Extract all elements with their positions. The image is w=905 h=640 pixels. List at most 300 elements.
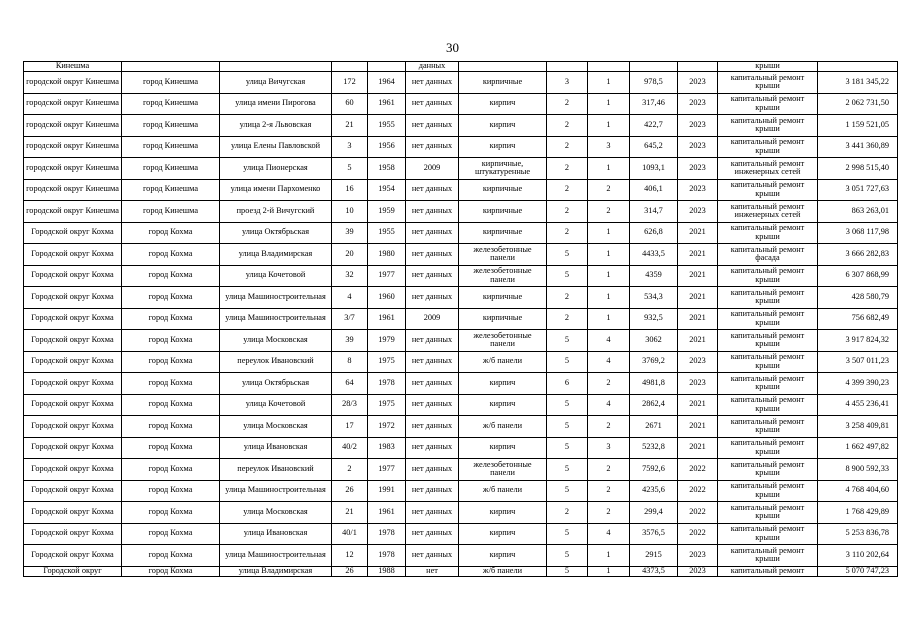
cell-street: проезд 2-й Вичугский: [220, 201, 332, 223]
cell-floors: 2: [547, 158, 588, 180]
cell-street: улица Кочетовой: [220, 394, 332, 416]
cell-year-built: 1978: [368, 373, 406, 395]
cell-house-number: 60: [332, 93, 368, 115]
cell-work-type: капитальный ремонт крыши: [718, 373, 818, 395]
cell-floors: 2: [547, 308, 588, 330]
cell-house-number: 64: [332, 373, 368, 395]
cell-house-number: 39: [332, 222, 368, 244]
cell-municipality: городской округ Кинешма: [24, 136, 122, 158]
cell-floors: 2: [547, 93, 588, 115]
table-row: [24, 523, 898, 545]
table-row-cut: [24, 566, 898, 576]
cell-year-renovated: данных: [406, 62, 459, 72]
cell-entrances: 4: [588, 523, 630, 545]
cell-floors: 2: [547, 287, 588, 309]
cell-work-type: капитальный ремонт крыши: [718, 265, 818, 287]
cell-settlement: город Кинешма: [122, 93, 220, 115]
cell-entrances: 2: [588, 480, 630, 502]
cell-year-renovated: нет данных: [406, 437, 459, 459]
cell-repair-year: 2023: [678, 545, 718, 567]
cell-floors: 5: [547, 566, 588, 576]
cell-settlement: город Кинешма: [122, 136, 220, 158]
table-row: [24, 480, 898, 502]
table-row: [24, 222, 898, 244]
cell-year-renovated: нет данных: [406, 545, 459, 567]
cell-house-number: 26: [332, 566, 368, 576]
cell-street: [220, 62, 332, 72]
cell-cost: 756 682,49: [818, 308, 898, 330]
cell-area: 3769,2: [630, 351, 678, 373]
cell-settlement: город Кохма: [122, 244, 220, 266]
cell-cost: 3 110 202,64: [818, 545, 898, 567]
cell-cost: 428 580,79: [818, 287, 898, 309]
cell-area: 422,7: [630, 115, 678, 137]
cell-settlement: город Кохма: [122, 351, 220, 373]
cell-street: улица Кочетовой: [220, 265, 332, 287]
cell-house-number: 32: [332, 265, 368, 287]
cell-cost: [818, 62, 898, 72]
cell-house-number: 28/3: [332, 394, 368, 416]
cell-floors: 5: [547, 480, 588, 502]
cell-year-renovated: нет данных: [406, 179, 459, 201]
cell-street: улица Московская: [220, 502, 332, 524]
cell-year-renovated: нет данных: [406, 222, 459, 244]
table-row: [24, 265, 898, 287]
cell-street: улица Октябрьская: [220, 222, 332, 244]
cell-house-number: 21: [332, 115, 368, 137]
cell-year-renovated: нет данных: [406, 287, 459, 309]
cell-municipality: Городской округ Кохма: [24, 373, 122, 395]
data-table: [23, 61, 898, 577]
cell-house-number: 16: [332, 179, 368, 201]
cell-area: 4359: [630, 265, 678, 287]
cell-house-number: 20: [332, 244, 368, 266]
cell-area: 317,46: [630, 93, 678, 115]
cell-floors: 2: [547, 222, 588, 244]
cell-repair-year: 2021: [678, 244, 718, 266]
cell-area: 1093,1: [630, 158, 678, 180]
cell-floors: 2: [547, 115, 588, 137]
table-row: [24, 394, 898, 416]
cell-floors: 5: [547, 265, 588, 287]
cell-cost: 3 258 409,81: [818, 416, 898, 438]
cell-year-built: 1964: [368, 72, 406, 94]
cell-year-built: [368, 62, 406, 72]
cell-cost: 5 070 747,23: [818, 566, 898, 576]
cell-street: улица Машиностроительная: [220, 287, 332, 309]
cell-cost: 2 998 515,40: [818, 158, 898, 180]
table-row: [24, 244, 898, 266]
cell-house-number: 2: [332, 459, 368, 481]
cell-area: 314,7: [630, 201, 678, 223]
cell-repair-year: 2023: [678, 373, 718, 395]
cell-settlement: город Кохма: [122, 480, 220, 502]
cell-municipality: городской округ Кинешма: [24, 93, 122, 115]
cell-work-type: капитальный ремонт инженерных сетей: [718, 158, 818, 180]
cell-municipality: городской округ Кинешма: [24, 158, 122, 180]
cell-municipality: Городской округ Кохма: [24, 480, 122, 502]
cell-year-built: 1956: [368, 136, 406, 158]
cell-street: переулок Ивановский: [220, 459, 332, 481]
cell-work-type: капитальный ремонт крыши: [718, 222, 818, 244]
cell-municipality: Городской округ Кохма: [24, 416, 122, 438]
cell-work-type: капитальный ремонт крыши: [718, 545, 818, 567]
cell-house-number: 3: [332, 136, 368, 158]
table-body: [24, 62, 898, 577]
table-row: [24, 416, 898, 438]
cell-work-type: капитальный ремонт крыши: [718, 437, 818, 459]
cell-street: улица Елены Павловской: [220, 136, 332, 158]
cell-street: улица Пионерская: [220, 158, 332, 180]
cell-settlement: город Кохма: [122, 502, 220, 524]
cell-house-number: 10: [332, 201, 368, 223]
cell-settlement: город Кохма: [122, 308, 220, 330]
cell-wall-material: ж/б панели: [459, 351, 547, 373]
cell-area: 7592,6: [630, 459, 678, 481]
cell-house-number: 12: [332, 545, 368, 567]
cell-house-number: 5: [332, 158, 368, 180]
cell-floors: 5: [547, 351, 588, 373]
cell-work-type: капитальный ремонт крыши: [718, 502, 818, 524]
cell-work-type: капитальный ремонт: [718, 566, 818, 576]
table-row: [24, 72, 898, 94]
cell-wall-material: кирпич: [459, 523, 547, 545]
cell-floors: 5: [547, 437, 588, 459]
cell-wall-material: железобетонные панели: [459, 330, 547, 352]
cell-settlement: город Кинешма: [122, 158, 220, 180]
cell-year-renovated: нет данных: [406, 115, 459, 137]
cell-floors: 5: [547, 523, 588, 545]
cell-work-type: капитальный ремонт инженерных сетей: [718, 201, 818, 223]
table-row: [24, 179, 898, 201]
table-row: [24, 201, 898, 223]
cell-area: 2915: [630, 545, 678, 567]
cell-house-number: 172: [332, 72, 368, 94]
cell-settlement: город Кохма: [122, 373, 220, 395]
cell-repair-year: 2023: [678, 72, 718, 94]
cell-street: улица Владимирская: [220, 566, 332, 576]
cell-house-number: 40/1: [332, 523, 368, 545]
cell-wall-material: [459, 62, 547, 72]
cell-year-renovated: нет данных: [406, 373, 459, 395]
cell-entrances: 2: [588, 459, 630, 481]
cell-year-renovated: нет данных: [406, 394, 459, 416]
cell-cost: 3 917 824,32: [818, 330, 898, 352]
cell-area: 4981,8: [630, 373, 678, 395]
cell-street: улица Машиностроительная: [220, 480, 332, 502]
cell-year-renovated: нет данных: [406, 330, 459, 352]
cell-year-built: 1978: [368, 545, 406, 567]
cell-year-renovated: нет данных: [406, 351, 459, 373]
cell-settlement: город Кохма: [122, 330, 220, 352]
cell-floors: 6: [547, 373, 588, 395]
page-number: 30: [446, 40, 459, 55]
cell-repair-year: 2021: [678, 330, 718, 352]
cell-work-type: капитальный ремонт крыши: [718, 308, 818, 330]
cell-year-built: 1972: [368, 416, 406, 438]
cell-year-built: 1959: [368, 201, 406, 223]
table-row: [24, 502, 898, 524]
table-row: [24, 351, 898, 373]
cell-entrances: 3: [588, 136, 630, 158]
cell-house-number: 26: [332, 480, 368, 502]
table-row: [24, 545, 898, 567]
cell-wall-material: кирпич: [459, 437, 547, 459]
cell-entrances: 2: [588, 416, 630, 438]
cell-wall-material: кирпичные, штукатуренные: [459, 158, 547, 180]
cell-entrances: 3: [588, 437, 630, 459]
cell-cost: 5 253 836,78: [818, 523, 898, 545]
cell-settlement: город Кинешма: [122, 179, 220, 201]
cell-wall-material: кирпичные: [459, 308, 547, 330]
cell-floors: 5: [547, 545, 588, 567]
cell-wall-material: железобетонные панели: [459, 459, 547, 481]
cell-municipality: Городской округ Кохма: [24, 330, 122, 352]
cell-year-built: 1958: [368, 158, 406, 180]
cell-work-type: капитальный ремонт крыши: [718, 136, 818, 158]
cell-settlement: город Кохма: [122, 222, 220, 244]
cell-municipality: городской округ Кинешма: [24, 72, 122, 94]
cell-floors: 5: [547, 416, 588, 438]
cell-year-built: 1961: [368, 308, 406, 330]
cell-municipality: Городской округ Кохма: [24, 287, 122, 309]
cell-repair-year: 2023: [678, 158, 718, 180]
cell-floors: 5: [547, 244, 588, 266]
cell-year-built: 1955: [368, 222, 406, 244]
cell-cost: 3 181 345,22: [818, 72, 898, 94]
cell-settlement: город Кохма: [122, 566, 220, 576]
cell-work-type: капитальный ремонт крыши: [718, 115, 818, 137]
cell-wall-material: железобетонные панели: [459, 265, 547, 287]
cell-street: улица Машиностроительная: [220, 308, 332, 330]
cell-wall-material: ж/б панели: [459, 480, 547, 502]
cell-work-type: капитальный ремонт крыши: [718, 459, 818, 481]
cell-entrances: 2: [588, 179, 630, 201]
cell-work-type: капитальный ремонт крыши: [718, 523, 818, 545]
cell-house-number: 40/2: [332, 437, 368, 459]
cell-wall-material: ж/б панели: [459, 416, 547, 438]
cell-municipality: Городской округ Кохма: [24, 545, 122, 567]
cell-municipality: Городской округ: [24, 566, 122, 576]
cell-work-type: капитальный ремонт крыши: [718, 351, 818, 373]
cell-year-renovated: нет данных: [406, 93, 459, 115]
cell-wall-material: кирпичные: [459, 179, 547, 201]
cell-wall-material: кирпич: [459, 136, 547, 158]
cell-entrances: 2: [588, 201, 630, 223]
table-row: [24, 330, 898, 352]
cell-municipality: Городской округ Кохма: [24, 351, 122, 373]
cell-municipality: Городской округ Кохма: [24, 308, 122, 330]
cell-settlement: город Кинешма: [122, 72, 220, 94]
cell-area: 3576,5: [630, 523, 678, 545]
cell-area: 626,8: [630, 222, 678, 244]
cell-municipality: городской округ Кинешма: [24, 179, 122, 201]
cell-repair-year: 2023: [678, 351, 718, 373]
cell-settlement: город Кохма: [122, 459, 220, 481]
cell-work-type: крыши: [718, 62, 818, 72]
cell-floors: [547, 62, 588, 72]
cell-entrances: 1: [588, 545, 630, 567]
cell-wall-material: кирпич: [459, 93, 547, 115]
cell-entrances: 1: [588, 115, 630, 137]
cell-year-built: 1991: [368, 480, 406, 502]
cell-area: 4433,5: [630, 244, 678, 266]
cell-cost: 3 068 117,98: [818, 222, 898, 244]
cell-wall-material: кирпичные: [459, 222, 547, 244]
cell-year-renovated: нет данных: [406, 136, 459, 158]
cell-year-built: 1975: [368, 394, 406, 416]
cell-year-built: 1955: [368, 115, 406, 137]
cell-municipality: Городской округ Кохма: [24, 437, 122, 459]
cell-year-built: 1960: [368, 287, 406, 309]
cell-work-type: капитальный ремонт крыши: [718, 179, 818, 201]
cell-entrances: 4: [588, 394, 630, 416]
cell-cost: 1 662 497,82: [818, 437, 898, 459]
cell-house-number: 3/7: [332, 308, 368, 330]
cell-municipality: Городской округ Кохма: [24, 394, 122, 416]
cell-area: 4373,5: [630, 566, 678, 576]
cell-municipality: городской округ Кинешма: [24, 201, 122, 223]
cell-floors: 5: [547, 330, 588, 352]
cell-year-built: 1961: [368, 502, 406, 524]
cell-municipality: Кинешма: [24, 62, 122, 72]
cell-area: 978,5: [630, 72, 678, 94]
table-row: [24, 373, 898, 395]
cell-entrances: 4: [588, 351, 630, 373]
cell-cost: 2 062 731,50: [818, 93, 898, 115]
cell-wall-material: кирпичные: [459, 287, 547, 309]
cell-year-renovated: нет данных: [406, 72, 459, 94]
cell-cost: 6 307 868,99: [818, 265, 898, 287]
cell-street: улица Владимирская: [220, 244, 332, 266]
table-row: [24, 93, 898, 115]
cell-work-type: капитальный ремонт крыши: [718, 330, 818, 352]
table-row: [24, 437, 898, 459]
cell-street: улица Вичугская: [220, 72, 332, 94]
cell-wall-material: кирпич: [459, 115, 547, 137]
cell-repair-year: 2021: [678, 416, 718, 438]
cell-repair-year: 2023: [678, 136, 718, 158]
cell-year-renovated: нет данных: [406, 244, 459, 266]
cell-repair-year: [678, 62, 718, 72]
cell-settlement: город Кинешма: [122, 115, 220, 137]
cell-year-built: 1988: [368, 566, 406, 576]
cell-repair-year: 2022: [678, 502, 718, 524]
cell-settlement: город Кохма: [122, 287, 220, 309]
cell-settlement: город Кохма: [122, 265, 220, 287]
cell-house-number: 8: [332, 351, 368, 373]
cell-municipality: Городской округ Кохма: [24, 222, 122, 244]
cell-year-built: 1979: [368, 330, 406, 352]
cell-entrances: 1: [588, 287, 630, 309]
cell-year-built: 1983: [368, 437, 406, 459]
cell-house-number: [332, 62, 368, 72]
cell-area: 534,3: [630, 287, 678, 309]
cell-cost: 3 051 727,63: [818, 179, 898, 201]
cell-year-built: 1954: [368, 179, 406, 201]
cell-work-type: капитальный ремонт фасада: [718, 244, 818, 266]
cell-cost: 1 159 521,05: [818, 115, 898, 137]
cell-area: 2862,4: [630, 394, 678, 416]
cell-entrances: 4: [588, 330, 630, 352]
cell-wall-material: ж/б панели: [459, 566, 547, 576]
cell-cost: 4 768 404,60: [818, 480, 898, 502]
cell-wall-material: кирпич: [459, 502, 547, 524]
cell-area: 3062: [630, 330, 678, 352]
table-row: [24, 459, 898, 481]
cell-floors: 2: [547, 201, 588, 223]
cell-work-type: капитальный ремонт крыши: [718, 416, 818, 438]
cell-floors: 5: [547, 459, 588, 481]
cell-work-type: капитальный ремонт крыши: [718, 287, 818, 309]
cell-house-number: 21: [332, 502, 368, 524]
table-row: [24, 136, 898, 158]
cell-work-type: капитальный ремонт крыши: [718, 72, 818, 94]
table-row: [24, 158, 898, 180]
cell-settlement: город Кохма: [122, 394, 220, 416]
cell-wall-material: кирпичные: [459, 72, 547, 94]
cell-work-type: капитальный ремонт крыши: [718, 394, 818, 416]
cell-year-renovated: нет данных: [406, 459, 459, 481]
cell-cost: 8 900 592,33: [818, 459, 898, 481]
cell-floors: 5: [547, 394, 588, 416]
cell-work-type: капитальный ремонт крыши: [718, 93, 818, 115]
cell-area: [630, 62, 678, 72]
cell-street: улица Октябрьская: [220, 373, 332, 395]
cell-year-built: 1977: [368, 265, 406, 287]
cell-year-built: 1980: [368, 244, 406, 266]
cell-cost: 4 455 236,41: [818, 394, 898, 416]
cell-street: улица Ивановская: [220, 437, 332, 459]
cell-cost: 863 263,01: [818, 201, 898, 223]
cell-repair-year: 2023: [678, 93, 718, 115]
cell-municipality: Городской округ Кохма: [24, 523, 122, 545]
cell-municipality: Городской округ Кохма: [24, 265, 122, 287]
cell-year-renovated: 2009: [406, 158, 459, 180]
cell-floors: 2: [547, 179, 588, 201]
cell-settlement: город Кинешма: [122, 201, 220, 223]
cell-entrances: 1: [588, 222, 630, 244]
cell-house-number: 17: [332, 416, 368, 438]
cell-repair-year: 2022: [678, 459, 718, 481]
cell-area: 5232,8: [630, 437, 678, 459]
cell-municipality: Городской округ Кохма: [24, 502, 122, 524]
cell-cost: 3 507 011,23: [818, 351, 898, 373]
cell-street: улица Московская: [220, 330, 332, 352]
cell-year-built: 1978: [368, 523, 406, 545]
cell-repair-year: 2021: [678, 287, 718, 309]
cell-repair-year: 2021: [678, 437, 718, 459]
cell-cost: 4 399 390,23: [818, 373, 898, 395]
cell-year-renovated: нет: [406, 566, 459, 576]
cell-year-renovated: нет данных: [406, 502, 459, 524]
cell-entrances: 2: [588, 373, 630, 395]
cell-year-renovated: нет данных: [406, 265, 459, 287]
cell-year-renovated: нет данных: [406, 416, 459, 438]
cell-entrances: 1: [588, 566, 630, 576]
cell-municipality: городской округ Кинешма: [24, 115, 122, 137]
cell-year-built: 1977: [368, 459, 406, 481]
table-row: [24, 115, 898, 137]
cell-street: улица Московская: [220, 416, 332, 438]
cell-area: 406,1: [630, 179, 678, 201]
table-row: [24, 308, 898, 330]
cell-year-renovated: нет данных: [406, 523, 459, 545]
cell-settlement: город Кохма: [122, 545, 220, 567]
cell-floors: 2: [547, 502, 588, 524]
cell-wall-material: кирпичные: [459, 201, 547, 223]
cell-municipality: Городской округ Кохма: [24, 459, 122, 481]
